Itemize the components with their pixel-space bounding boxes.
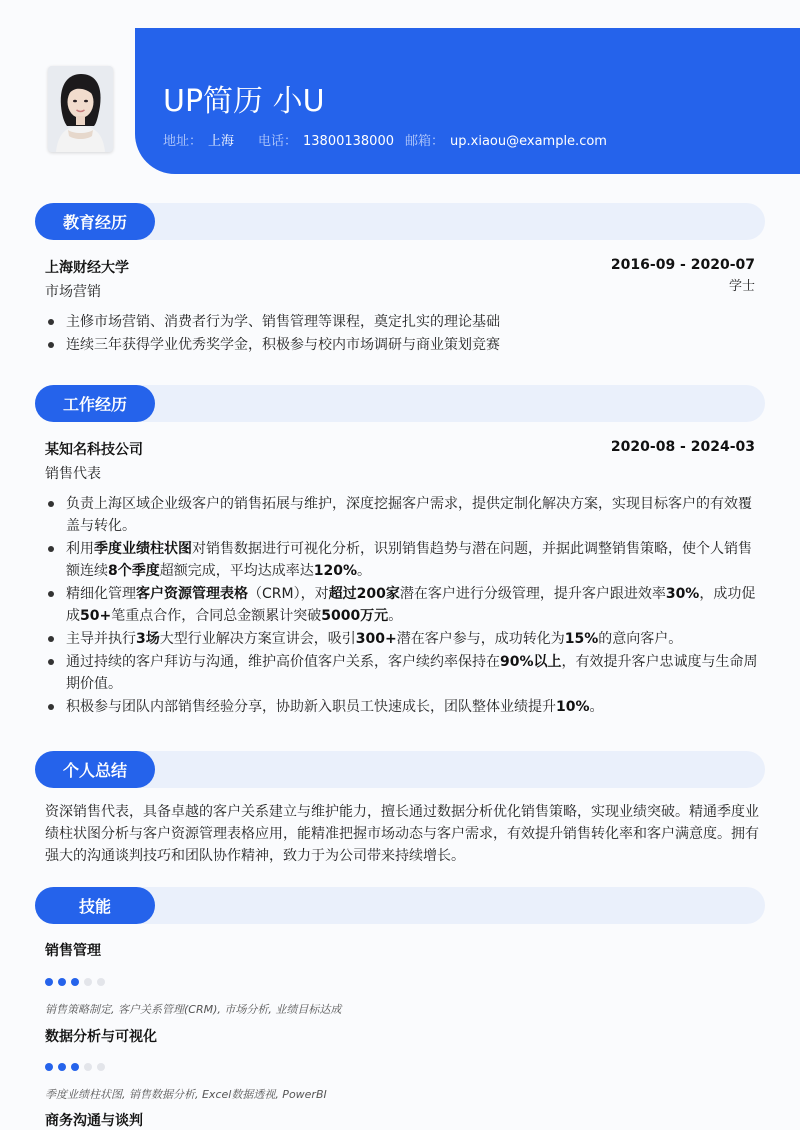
email-label: 邮箱： [405,134,445,149]
skill-dot-filled [58,1063,66,1071]
list-item: 利用季度业绩柱状图对销售数据进行可视化分析，识别销售趋势与潜在问题，并据此调整销售策略，使个人销售额连续8个季度超额完成，平均达成率达120%。 [45,538,760,582]
list-item: 主修市场营销、消费者行为学、销售管理等课程，奠定扎实的理论基础 [45,311,760,333]
work-dates: 2020-08 - 2024-03 [610,439,755,455]
contact-phone [258,130,394,149]
list-item: 精细化管理客户资源管理表格（CRM），对超过200家潜在客户进行分级管理，提升客户跟进效率30%，成功促成50+笔重点合作，合同总金额累计突破5000万元。 [45,583,760,627]
avatar [48,66,113,152]
skill-dot-filled [58,978,66,986]
skill-keywords: 销售策略制定, 客户关系管理(CRM), 市场分析, 业绩目标达成 [45,1003,342,1016]
skill-level-dots [45,978,105,986]
skill-level-dots [45,1063,105,1071]
list-item: 通过持续的客户拜访与沟通，维护高价值客户关系，客户续约率保持在90%以上，有效提升客户忠诚度与生命周期价值。 [45,651,760,695]
portrait-photo-icon [48,66,113,152]
section-education-header [35,203,765,240]
company-name: 某知名科技公司 [45,442,143,458]
skill-name: 数据分析与可视化 [45,1029,157,1045]
skill-dot-filled [71,1063,79,1071]
education-degree: 学士 [728,279,755,294]
section-title: 技能 [35,887,155,924]
section-work-header [35,385,765,422]
section-summary-header [35,751,765,788]
skill-keywords: 季度业绩柱状图, 销售数据分析, Excel数据透视, PowerBI [45,1088,327,1101]
candidate-name: UP简历 小U [163,84,325,119]
skill-dot-empty [84,1063,92,1071]
skill-dot-empty [97,978,105,986]
work-bullets [45,493,760,719]
section-title: 工作经历 [35,385,155,422]
list-item: 主导并执行3场大型行业解决方案宣讲会，吸引300+潜在客户参与，成功转化为15%的意向客户。 [45,628,760,650]
skill-dot-filled [45,1063,53,1071]
list-item: 负责上海区域企业级客户的销售拓展与维护，深度挖掘客户需求，提供定制化解决方案，实现目标客户的有效覆盖与转化。 [45,493,760,537]
phone-value: 13800138000 [303,134,394,149]
skill-name: 销售管理 [45,943,101,959]
section-skills-header [35,887,765,924]
skill-dot-empty [84,978,92,986]
phone-label: 电话： [258,134,298,149]
education-bullets [45,311,760,357]
school-name: 上海财经大学 [45,260,129,276]
contact-address [163,130,234,149]
skill-name: 商务沟通与谈判 [45,1113,143,1129]
contact-email [405,130,607,149]
skill-dot-filled [45,978,53,986]
skill-dot-empty [97,1063,105,1071]
list-item: 连续三年获得学业优秀奖学金，积极参与校内市场调研与商业策划竞赛 [45,334,760,356]
summary-text: 资深销售代表，具备卓越的客户关系建立与维护能力，擅长通过数据分析优化销售策略，实现业绩突破。精通季度业绩柱状图分析与客户资源管理表格应用，能精准把握市场动态与客户需求，有效提升销售转化率和客户满意度。拥有强大的沟通谈判技巧和团队协作精神，致力于为公司带来持续增长。 [45,804,759,864]
list-item: 积极参与团队内部销售经验分享，协助新入职员工快速成长，团队整体业绩提升10%。 [45,696,760,718]
address-value: 上海 [208,134,235,149]
section-title: 教育经历 [35,203,155,240]
job-role: 销售代表 [45,466,101,482]
education-dates: 2016-09 - 2020-07 [610,257,755,273]
skill-dot-filled [71,978,79,986]
address-label: 地址： [163,134,203,149]
email-value: up.xiaou@example.com [450,134,607,149]
section-title: 个人总结 [35,751,155,788]
education-major: 市场营销 [45,284,101,300]
